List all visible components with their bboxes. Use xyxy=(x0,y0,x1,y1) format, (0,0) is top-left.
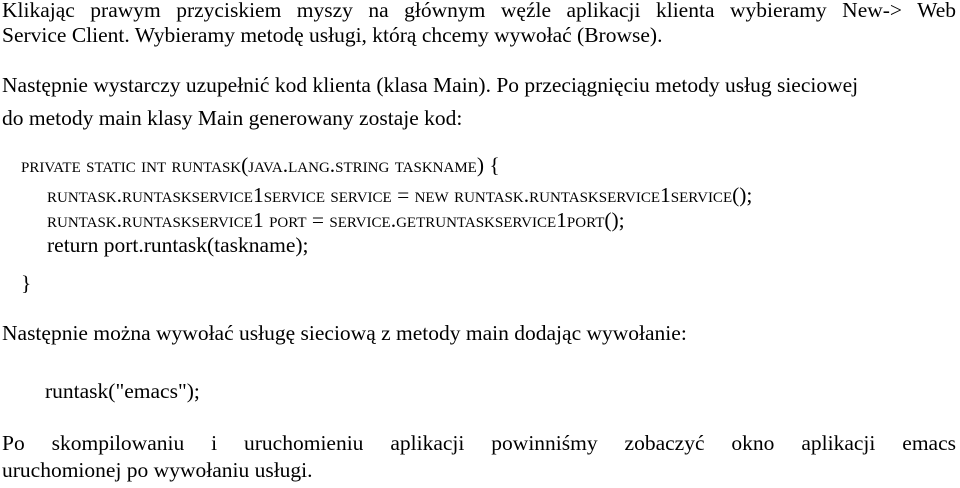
code-line-3: runtask.runtaskservice1 port = service.getruntaskservice1port(); xyxy=(47,208,625,232)
paragraph-2-line-1: Następnie wystarczy uzupełnić kod klienta (klasa Main). Po przeciągnięciu metody usług sieciowej xyxy=(2,73,859,97)
paragraph-4-line-2: uruchomionej po wywołaniu usługi. xyxy=(2,458,313,482)
code-line-4: return port.runtask(taskname); xyxy=(47,233,309,257)
paragraph-1-line-1: Klikając prawym przyciskiem myszy na głównym węźle aplikacji klienta wybieramy New-> Web xyxy=(2,0,956,22)
code-line-5: } xyxy=(21,271,32,295)
paragraph-3: Następnie można wywołać usługę sieciową z metody main dodając wywołanie: xyxy=(2,321,687,345)
call-line: runtask("emacs"); xyxy=(45,379,200,403)
paragraph-1-line-2: Service Client. Wybieramy metodę usługi, którą chcemy wywołać (Browse). xyxy=(2,23,663,47)
code-line-1: private static int runtask(java.lang.string taskname) { xyxy=(21,153,500,177)
paragraph-2-line-2: do metody main klasy Main generowany zostaje kod: xyxy=(2,106,463,130)
paragraph-4-line-1: Po skompilowaniu i uruchomieniu aplikacji powinniśmy zobaczyć okno aplikacji emacs xyxy=(2,431,956,455)
code-line-2: runtask.runtaskservice1service service = new runtask.runtaskservice1service(); xyxy=(47,183,753,207)
